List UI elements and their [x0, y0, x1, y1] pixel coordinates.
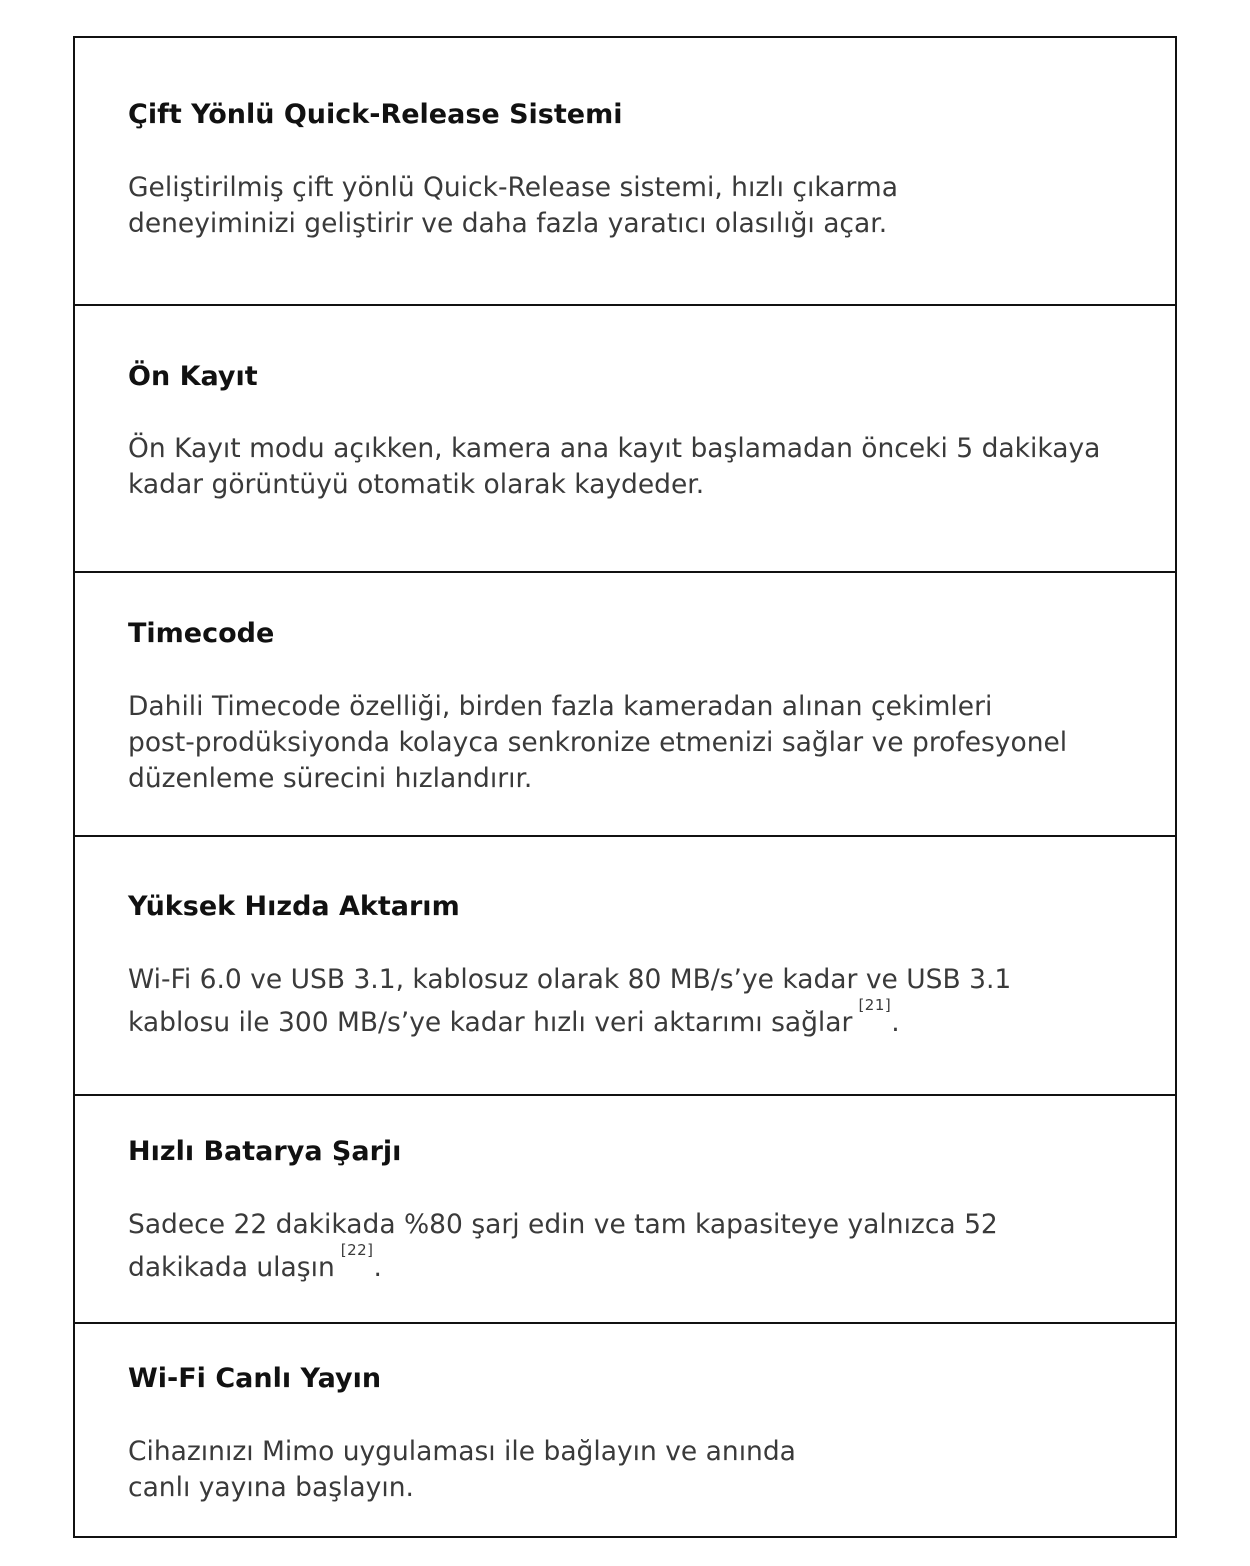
sentence-end: . [373, 1251, 382, 1283]
feature-description [128, 962, 1011, 1041]
feature-row-high-speed-transfer [75, 837, 1175, 1096]
footnote-reference: [21] [858, 996, 892, 1014]
description-line: Ön Kayıt modu açıkken, kamera ana kayıt başlamadan önceki 5 dakikaya [128, 433, 1101, 464]
feature-description [128, 170, 898, 242]
feature-title: Timecode [128, 618, 275, 649]
description-line-with-ref [128, 1243, 998, 1286]
description-line: kadar görüntüyü otomatik olarak kaydeder. [128, 469, 705, 500]
sentence-end: . [891, 1006, 900, 1038]
feature-row-quick-release [75, 38, 1175, 306]
feature-description [128, 1207, 998, 1286]
description-text: kablosu ile 300 MB/s’ye kadar hızlı veri aktarımı sağlar [128, 1006, 853, 1038]
feature-title: Hızlı Batarya Şarjı [128, 1136, 402, 1167]
description-line: Geliştirilmiş çift yönlü Quick-Release sistemi, hızlı çıkarma [128, 172, 898, 203]
description-line: Sadece 22 dakikada %80 şarj edin ve tam kapasiteye yalnızca 52 [128, 1209, 998, 1240]
feature-title: Ön Kayıt [128, 361, 258, 392]
feature-row-pre-record [75, 306, 1175, 573]
feature-description [128, 689, 1067, 797]
description-line: canlı yayına başlayın. [128, 1472, 414, 1503]
description-line: düzenleme sürecini hızlandırır. [128, 763, 533, 794]
description-text: dakikada ulaşın [128, 1251, 335, 1283]
feature-title: Wi-Fi Canlı Yayın [128, 1363, 382, 1394]
feature-row-wifi-live-stream [75, 1324, 1175, 1538]
footnote-reference: [22] [340, 1241, 374, 1259]
feature-description [128, 431, 1100, 503]
description-line: Dahili Timecode özelliği, birden fazla kameradan alınan çekimleri [128, 691, 993, 722]
feature-title: Yüksek Hızda Aktarım [128, 891, 460, 922]
description-line: Wi-Fi 6.0 ve USB 3.1, kablosuz olarak 80 MB/s’ye kadar ve USB 3.1 [128, 964, 1012, 995]
feature-row-fast-charging [75, 1096, 1175, 1324]
description-line-with-ref [128, 998, 1011, 1041]
description-line: deneyiminizi geliştirir ve daha fazla yaratıcı olasılığı açar. [128, 208, 888, 239]
description-line: post-prodüksiyonda kolayca senkronize etmenizi sağlar ve profesyonel [128, 727, 1068, 758]
feature-description [128, 1434, 796, 1506]
feature-table [73, 36, 1177, 1538]
description-line: Cihazınızı Mimo uygulaması ile bağlayın ve anında [128, 1436, 796, 1467]
feature-title: Çift Yönlü Quick-Release Sistemi [128, 99, 623, 130]
feature-row-timecode [75, 573, 1175, 837]
